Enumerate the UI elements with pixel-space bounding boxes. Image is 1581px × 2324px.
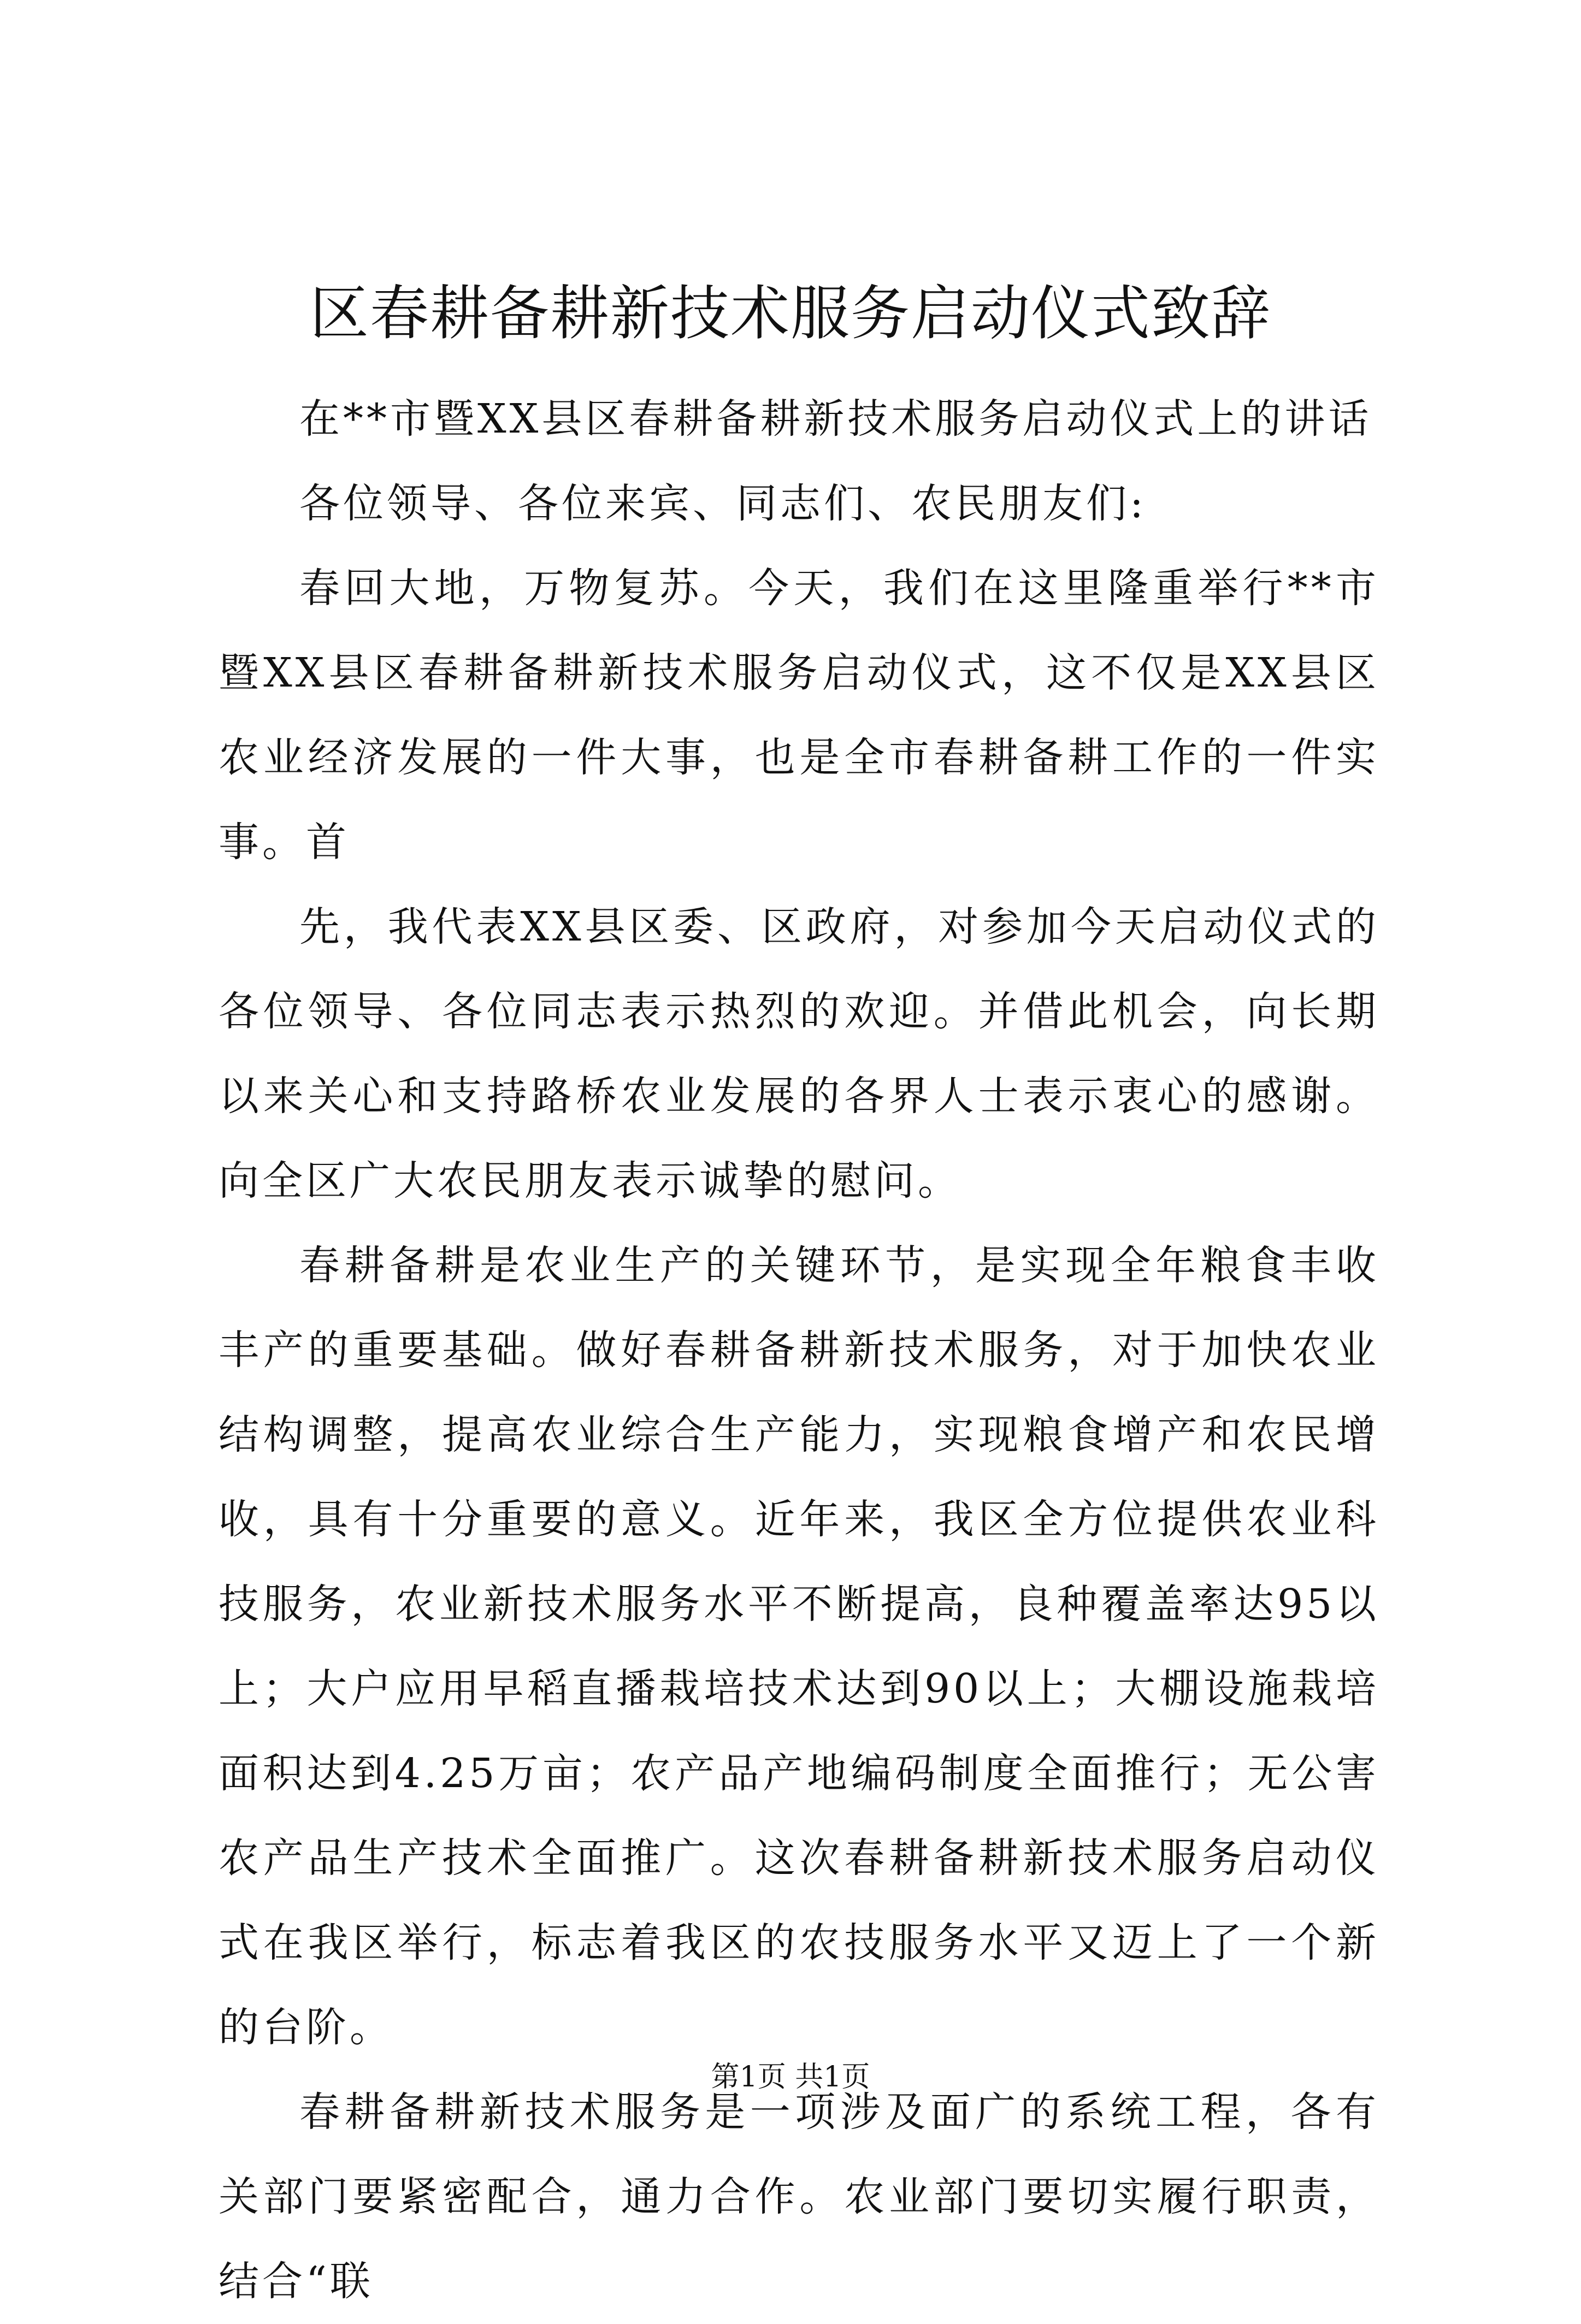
body-paragraph: 春耕备耕是农业生产的关键环节，是实现全年粮食丰收丰产的重要基础。做好春耕备耕新技术服务，对于加快农业结构调整，提高农业综合生产能力，实现粮食增产和农民增收，具有十分重要的意义。近年来，我区全方位提供农业科技服务，农业新技术服务水平不断提高，良种覆盖率达95以上；大户应用早稻直播栽培技术达到90以上；大棚设施栽培面积达到4.25万亩；农产品产地编码制度全面推行；无公害农产品生产技术全面推广。这次春耕备耕新技术服务启动仪式在我区举行，标志着我区的农技服务水平又迈上了一个新的台阶。 bbox=[219, 1242, 1379, 2051]
page-footer: 第1页 共1页 bbox=[711, 2061, 870, 2094]
salutation: 各位领导、各位来宾、同志们、农民朋友们: bbox=[299, 480, 1147, 527]
document-title: 区春耕备耕新技术服务启动仪式致辞 bbox=[309, 280, 1271, 348]
body-paragraph: 春耕备耕新技术服务是一项涉及面广的系统工程，各有关部门要紧密配合，通力合作。农业部门要切实履行职责，结合“联 bbox=[219, 2089, 1379, 2305]
speech-subtitle: 在**市暨XX县区春耕备耕新技术服务启动仪式上的讲话 bbox=[299, 395, 1372, 442]
document-body bbox=[219, 377, 1379, 2324]
body-paragraph: 春回大地，万物复苏。今天，我们在这里隆重举行**市暨XX县区春耕备耕新技术服务启动仪式，这不仅是XX县区农业经济发展的一件大事，也是全市春耕备耕工作的一件实事。首 bbox=[219, 565, 1379, 866]
body-paragraph: 先，我代表XX县区委、区政府，对参加今天启动仪式的各位领导、各位同志表示热烈的欢迎。并借此机会，向长期以来关心和支持路桥农业发展的各界人士表示衷心的感谢。向全区广大农民朋友表示诚挚的慰问。 bbox=[219, 903, 1379, 1204]
